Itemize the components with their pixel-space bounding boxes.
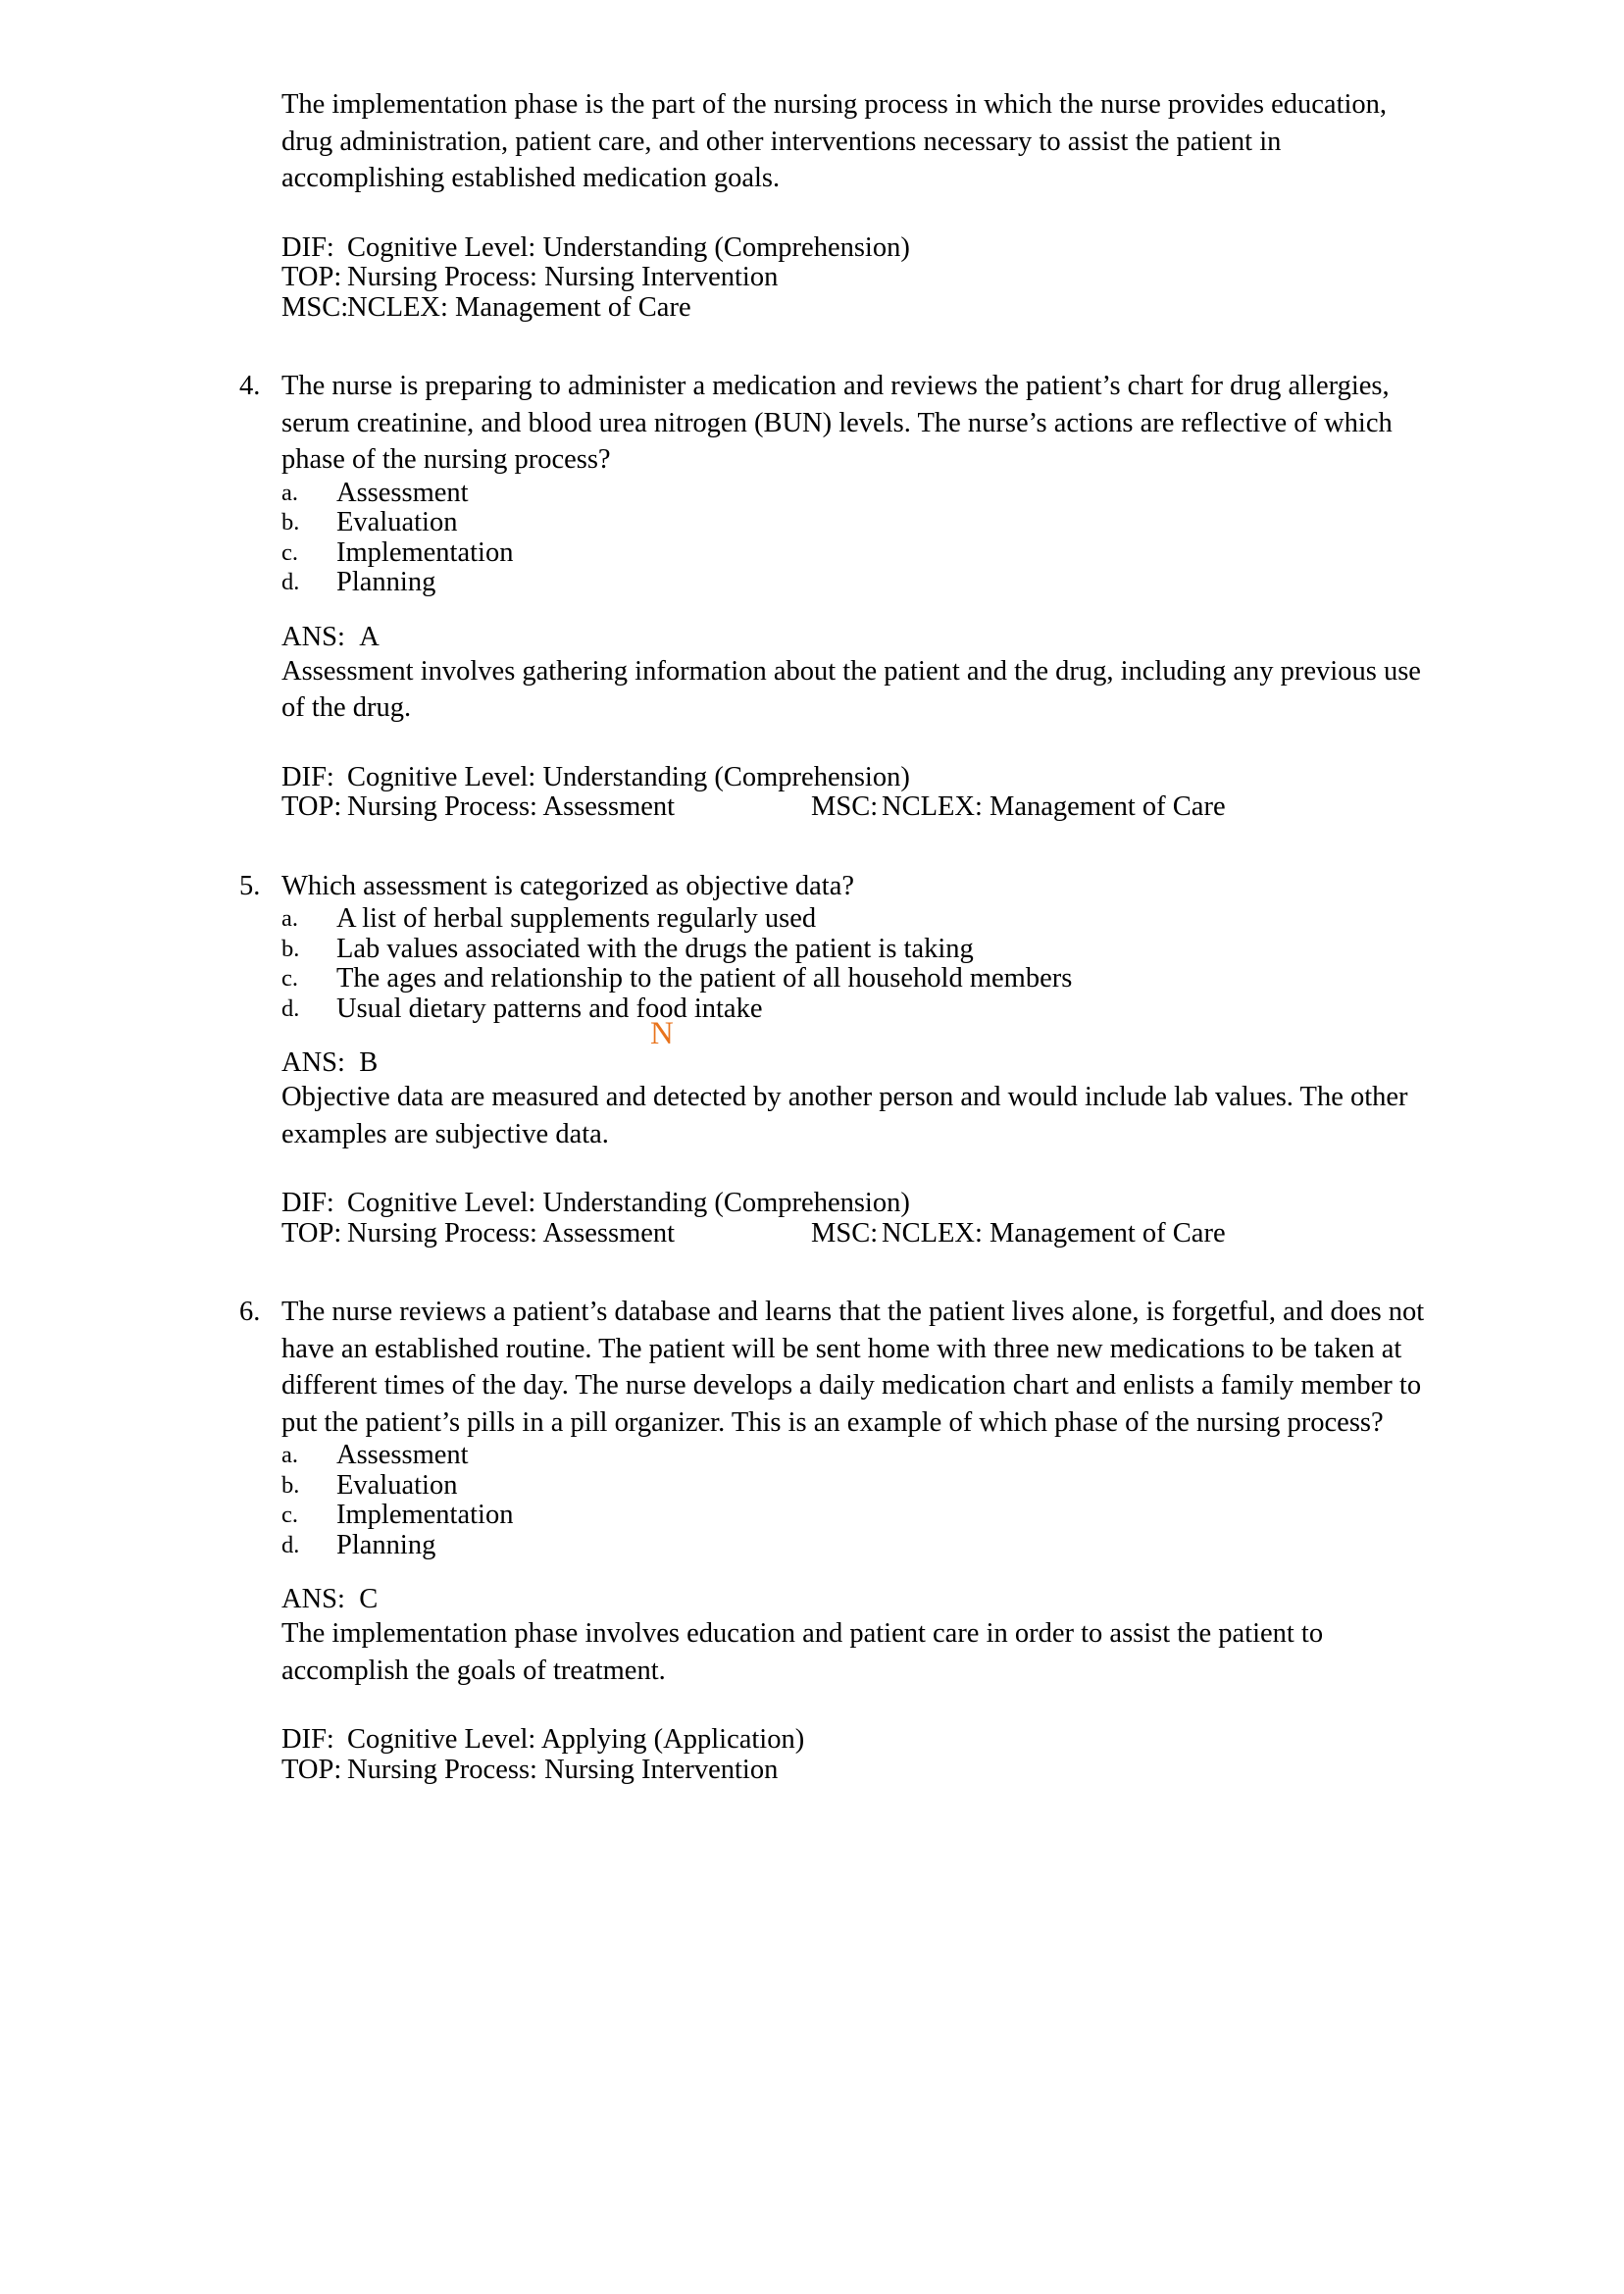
watermark-n-glyph: N (650, 1016, 674, 1051)
spacer (281, 1560, 1434, 1584)
answer-label: ANS: (281, 1584, 345, 1614)
option-item[interactable] (281, 508, 1434, 538)
option-text: A list of herbal supplements regularly used (336, 903, 817, 934)
question-block (239, 868, 1434, 1249)
answer-line (281, 1047, 1434, 1079)
top-label: TOP: (281, 791, 342, 822)
metadata-row-top (281, 1219, 1434, 1249)
option-text: Assessment (336, 477, 469, 508)
question-number: 4. (239, 371, 261, 401)
option-label: b. (281, 509, 300, 535)
spacer (281, 823, 1434, 868)
metadata-row-dif (281, 763, 1434, 793)
top-value: Nursing Process: Nursing Intervention (347, 1754, 779, 1785)
option-label: d. (281, 994, 300, 1022)
dif-label: DIF: (281, 231, 334, 263)
option-label: a. (281, 905, 298, 932)
option-label: c. (281, 1502, 298, 1528)
option-item[interactable] (281, 935, 1434, 965)
answer-value: A (359, 621, 380, 652)
option-text: Implementation (336, 1500, 514, 1530)
option-text: Planning (336, 1529, 436, 1560)
top-label: TOP: (281, 262, 342, 292)
page-content (239, 86, 1434, 1785)
option-label: a. (281, 1442, 298, 1468)
question-metadata (281, 763, 1434, 823)
option-item[interactable] (281, 479, 1434, 509)
metadata-row-msc (281, 293, 1434, 324)
answer-value: B (359, 1047, 379, 1078)
dif-label: DIF: (281, 1188, 334, 1218)
msc-label: MSC: (811, 1217, 879, 1249)
question-metadata (281, 1189, 1434, 1249)
options-list (281, 904, 1434, 1024)
option-item[interactable] (281, 1471, 1434, 1502)
option-text: Usual dietary patterns and food intake (336, 993, 763, 1024)
options-list (281, 1441, 1434, 1560)
msc-value: NCLEX: Management of Care (882, 1217, 1226, 1249)
metadata-row-top (281, 792, 1434, 823)
question-number: 5. (239, 870, 261, 901)
intro-metadata (281, 233, 1434, 324)
metadata-row-top (281, 1756, 1434, 1786)
dif-label: DIF: (281, 761, 334, 792)
dif-label: DIF: (281, 1724, 334, 1755)
option-item[interactable] (281, 538, 1434, 569)
spacer (281, 1024, 1434, 1047)
metadata-row-dif (281, 1725, 1434, 1756)
dif-value: Cognitive Level: Applying (Application) (347, 1724, 805, 1755)
msc-label: MSC: (811, 791, 879, 822)
dif-value: Cognitive Level: Understanding (Comprehension) (347, 761, 910, 792)
spacer (281, 323, 1434, 368)
spacer (281, 1689, 1434, 1725)
spacer (281, 197, 1434, 233)
dif-value: Cognitive Level: Understanding (Comprehension) (347, 231, 910, 263)
top-value: Nursing Process: Assessment (347, 791, 676, 822)
option-text: Lab values associated with the drugs the patient is taking (336, 933, 974, 964)
question-stem: The nurse reviews a patient’s database and learns that the patient lives alone, is forgetful, and does not have an established routine. The patient will be sent home with three new medications to be taken at different times of the day. The nurse develops a daily medication chart and enlists a family member to put the patient’s pills in a pill organizer. This is an example of which phase of the nursing process? (281, 1297, 1425, 1438)
options-list (281, 479, 1434, 598)
dif-value: Cognitive Level: Understanding (Comprehension) (347, 1188, 910, 1218)
option-item[interactable] (281, 1531, 1434, 1561)
metadata-msc-column (811, 1219, 1226, 1249)
metadata-msc-column (811, 792, 1226, 823)
top-label: TOP: (281, 1754, 342, 1785)
intro-paragraph: The implementation phase is the part of the nursing process in which the nurse provides education, drug administration, patient care, and other interventions necessary to assist the patient in accomplishing established medication goals. (281, 89, 1388, 193)
option-text: Planning (336, 567, 436, 597)
option-text: Implementation (336, 536, 514, 568)
option-label: d. (281, 569, 300, 595)
option-item[interactable] (281, 904, 1434, 935)
option-label: d. (281, 1531, 300, 1558)
option-label: b. (281, 1471, 300, 1499)
question-block (239, 368, 1434, 823)
option-item[interactable] (281, 1441, 1434, 1471)
spacer (281, 1249, 1434, 1294)
question-number: 6. (239, 1297, 261, 1327)
option-label: b. (281, 935, 300, 962)
option-item[interactable] (281, 1501, 1434, 1531)
metadata-row-dif (281, 233, 1434, 264)
option-label: a. (281, 479, 298, 506)
rationale-text: Objective data are measured and detected by another person and would include lab values. The other examples are subjective data. (281, 1082, 1408, 1149)
option-text: Evaluation (336, 1469, 458, 1501)
top-label: TOP: (281, 1217, 342, 1249)
option-text: The ages and relationship to the patient of all household members (336, 963, 1073, 994)
answer-label: ANS: (281, 621, 345, 652)
answer-label: ANS: (281, 1047, 345, 1078)
option-label: c. (281, 965, 298, 992)
answer-line (281, 622, 1434, 653)
option-item[interactable] (281, 994, 1434, 1025)
answer-value: C (359, 1584, 379, 1614)
msc-value: NCLEX: Management of Care (882, 791, 1226, 822)
option-text: Assessment (336, 1440, 469, 1470)
answer-line (281, 1584, 1434, 1615)
option-item[interactable] (281, 568, 1434, 598)
top-value: Nursing Process: Assessment (347, 1217, 676, 1249)
spacer (281, 598, 1434, 622)
msc-label: MSC: (281, 291, 349, 323)
rationale-text: The implementation phase involves education and patient care in order to assist the patient to accomplish the goals of treatment. (281, 1618, 1324, 1686)
rationale-text: Assessment involves gathering information about the patient and the drug, including any previous use of the drug. (281, 655, 1421, 723)
msc-value: NCLEX: Management of Care (347, 291, 691, 323)
option-text: Evaluation (336, 507, 458, 537)
metadata-row-top (281, 263, 1434, 293)
option-item[interactable] (281, 964, 1434, 994)
metadata-row-dif (281, 1189, 1434, 1219)
question-block (239, 1294, 1434, 1785)
spacer (281, 727, 1434, 763)
question-stem: The nurse is preparing to administer a medication and reviews the patient’s chart for drug allergies, serum creatinine, and blood urea nitrogen (BUN) levels. The nurse’s actions are reflective of which phase of the nursing process? (281, 371, 1393, 475)
spacer (281, 1152, 1434, 1189)
question-metadata (281, 1725, 1434, 1785)
question-stem: Which assessment is categorized as objective data? (281, 870, 855, 901)
top-value: Nursing Process: Nursing Intervention (347, 262, 779, 292)
option-label: c. (281, 538, 298, 566)
